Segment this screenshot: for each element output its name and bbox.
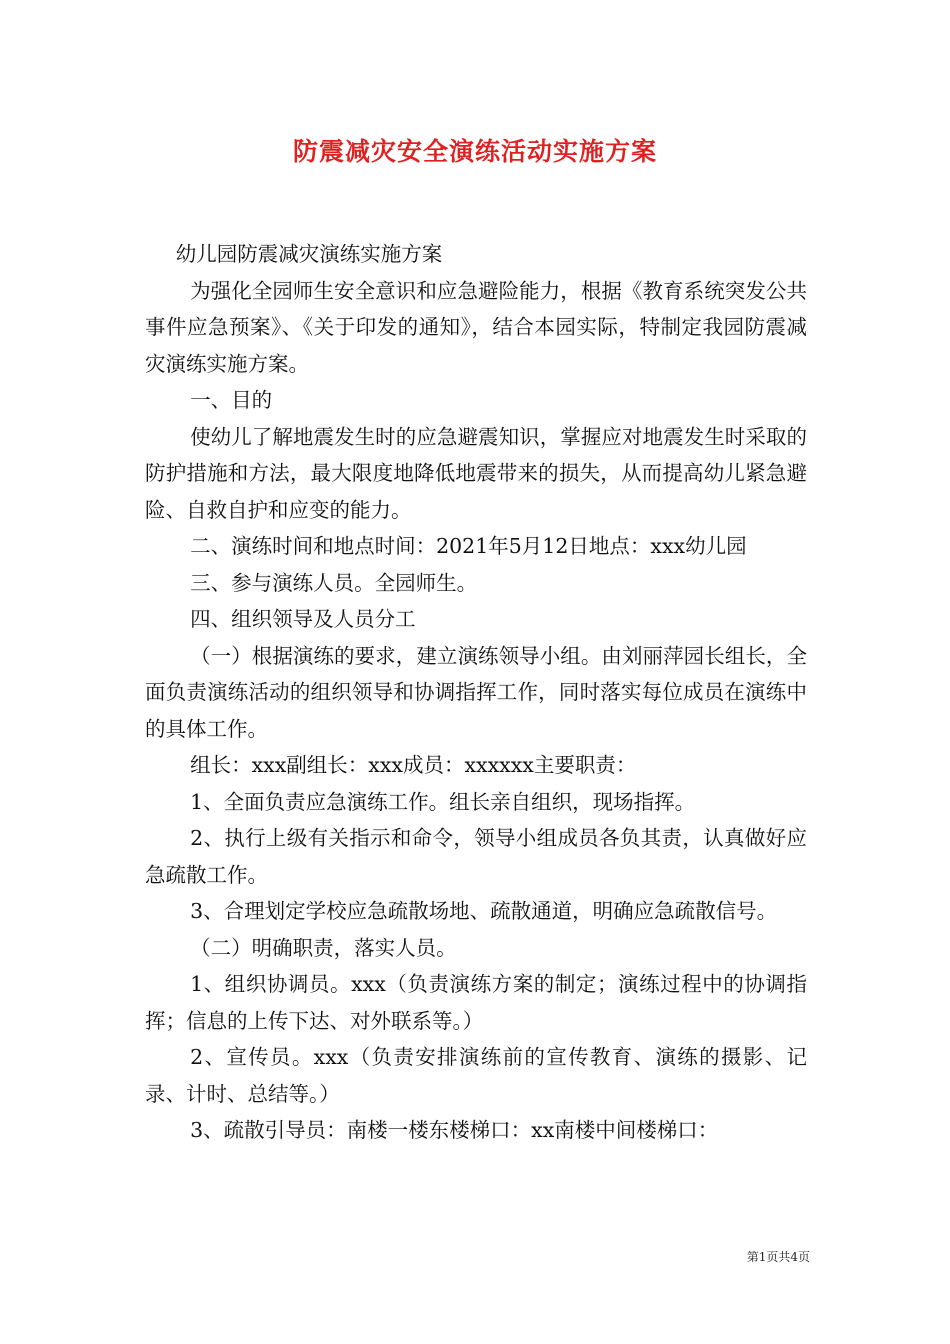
heading-responsibilities: （二）明确职责，落实人员。	[190, 935, 457, 960]
paragraph-members: 组长：xxx副组长：xxx成员：xxxxxx主要职责：	[190, 753, 637, 777]
paragraph-purpose: 使幼儿了解地震发生时的应急避震知识，掌握应对地震发生时采取的防护措施和方法，最大限度地降低地震带来的损失，从而提高幼儿紧急避险、自救自护和应变的能力。	[145, 424, 807, 522]
heading-participants: 三、参与演练人员。全园师生。	[190, 570, 478, 595]
document-body	[145, 236, 807, 1149]
heading-purpose: 一、目的	[190, 388, 273, 412]
role-item-3: 3、疏散引导员：南楼一楼东楼梯口：xx南楼中间楼梯口：	[190, 1118, 719, 1142]
heading-time-place: 二、演练时间和地点时间：2021年5月12日地点：xxx幼儿园	[190, 534, 747, 558]
duty-item-1: 1、全面负责应急演练工作。组长亲自组织，现场指挥。	[190, 789, 696, 814]
duty-item-2: 2、执行上级有关指示和命令，领导小组成员各负其责，认真做好应急疏散工作。	[145, 826, 807, 887]
paragraph-intro: 为强化全园师生安全意识和应急避险能力，根据《教育系统突发公共事件应急预案》、《关于印发的通知》，结合本园实际，特制定我园防震减灾演练实施方案。	[145, 278, 807, 376]
role-item-1: 1、组织协调员。xxx（负责演练方案的制定；演练过程中的协调指挥；信息的上传下达、对外联系等。）	[145, 972, 807, 1033]
page-number-footer: 第1页共4页	[746, 1250, 810, 1264]
page-title: 防震减灾安全演练活动实施方案	[292, 137, 657, 166]
duty-item-3: 3、合理划定学校应急疏散场地、疏散通道，明确应急疏散信号。	[190, 899, 778, 923]
paragraph-leadership: （一）根据演练的要求，建立演练领导小组。由刘丽萍园长组长，全面负责演练活动的组织领导和协调指挥工作，同时落实每位成员在演练中的具体工作。	[145, 643, 807, 741]
heading-organization: 四、组织领导及人员分工	[190, 607, 416, 631]
role-item-2: 2、宣传员。xxx（负责安排演练前的宣传教育、演练的摄影、记录、计时、总结等。）	[145, 1045, 807, 1106]
doc-subtitle: 幼儿园防震减灾演练实施方案	[175, 242, 443, 266]
